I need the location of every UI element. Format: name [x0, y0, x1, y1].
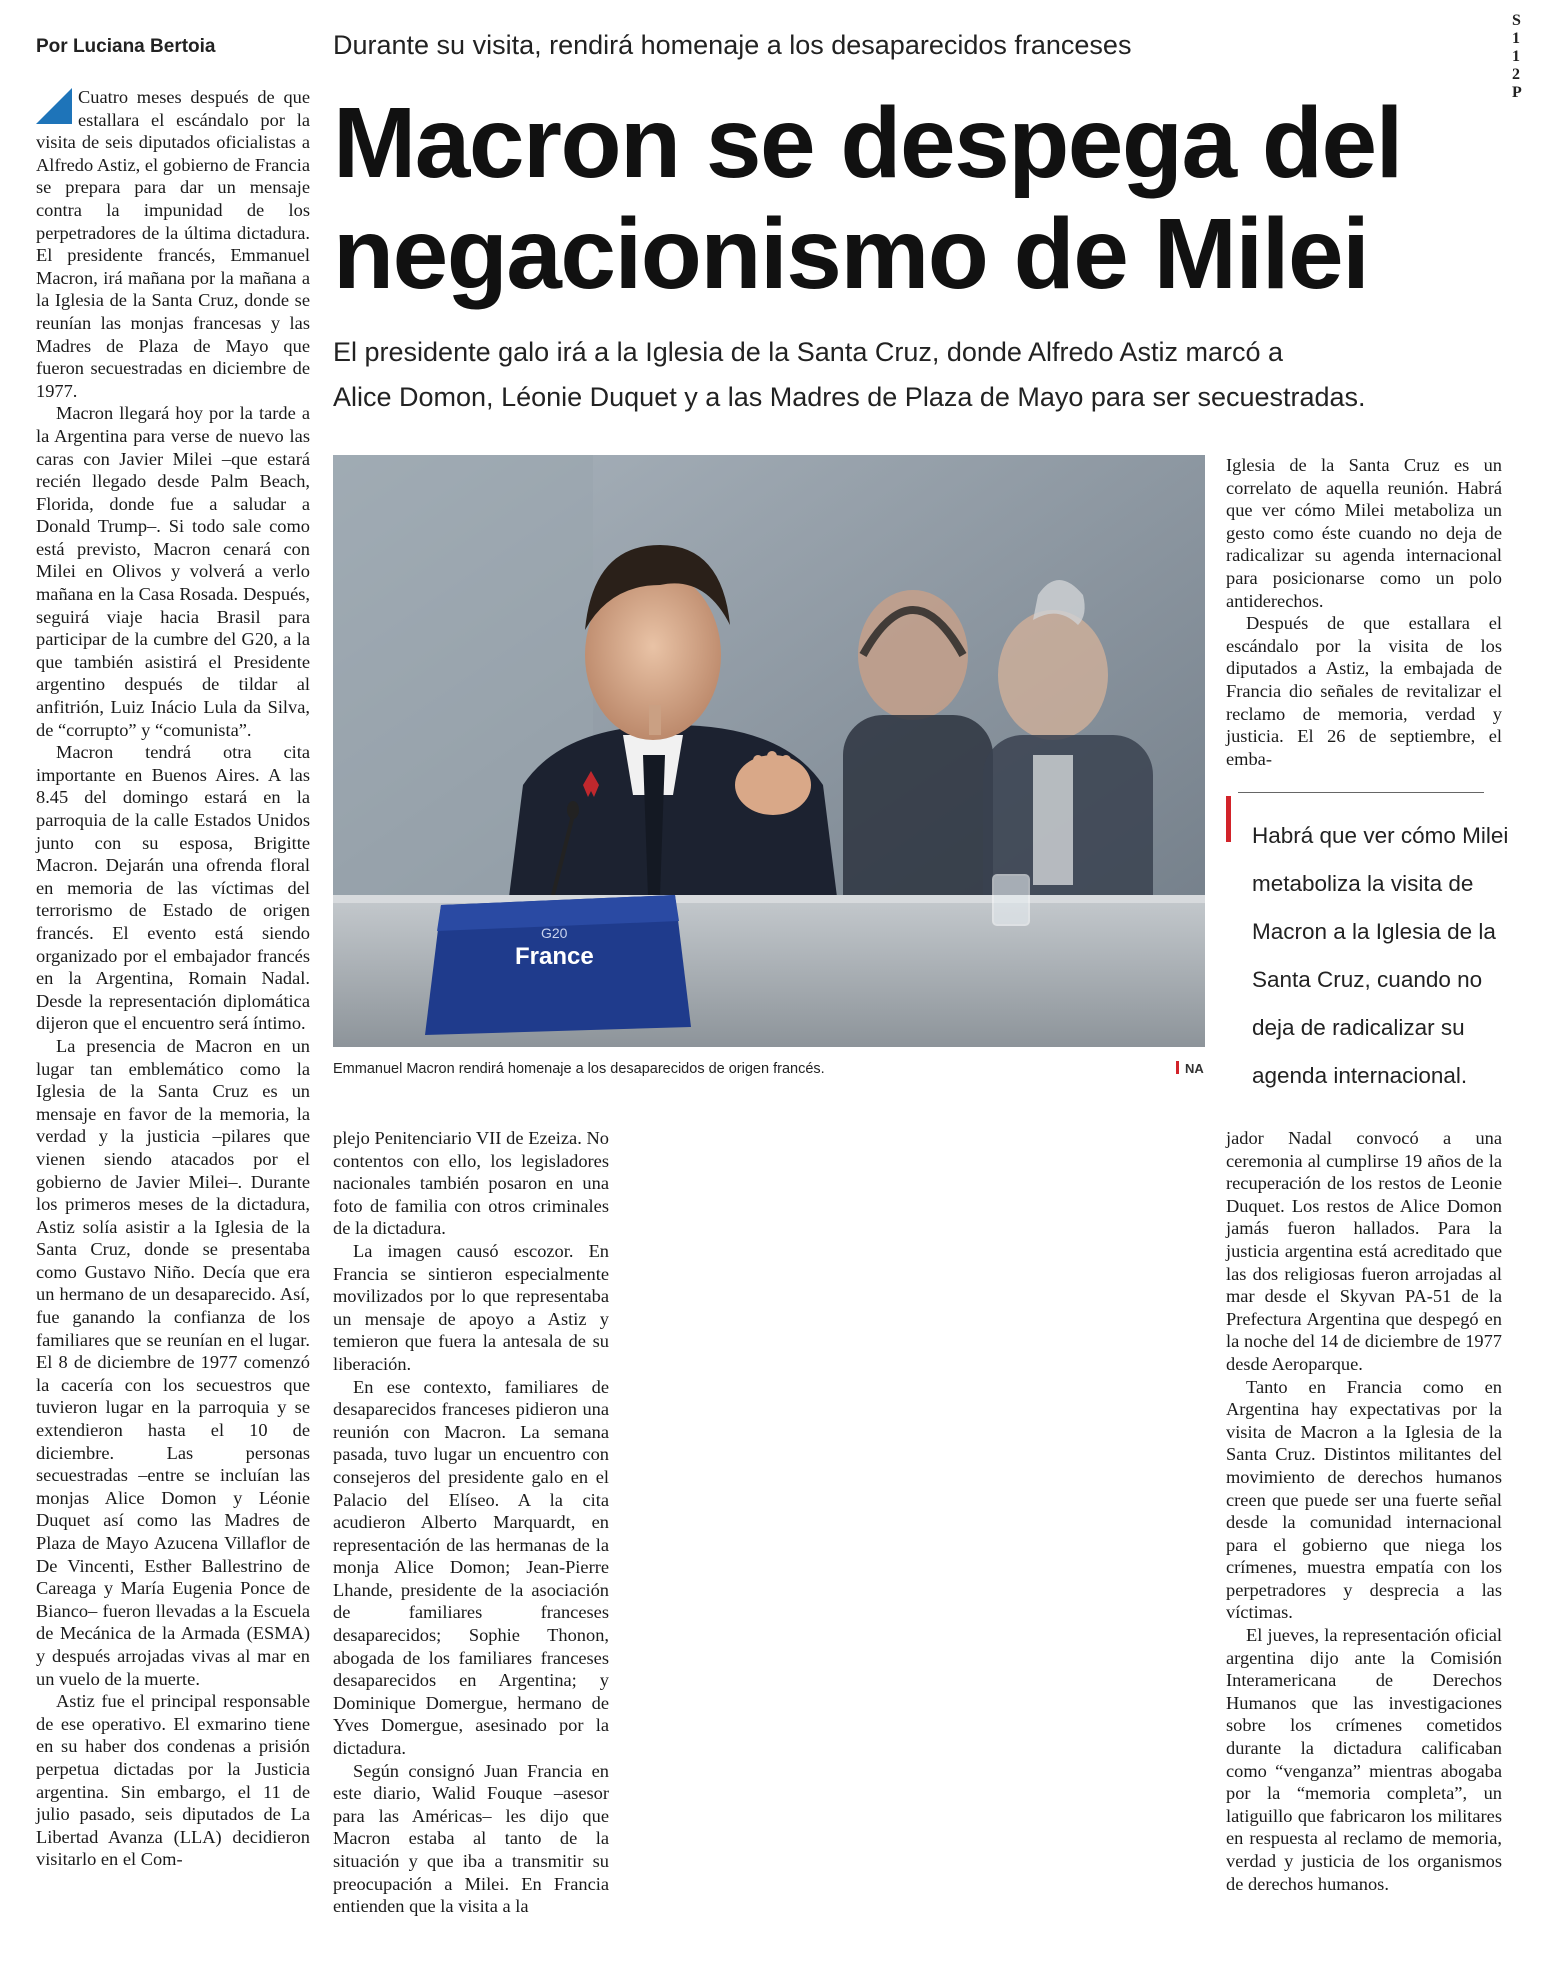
paragraph: La presencia de Macron en un lugar tan emblemático como la Iglesia de la Santa Cruz es un mensaje en favor de la memoria, la verdad y la justicia –pilares que vienen siendo atacados por el gobierno de Javier Milei–. Durante los primeros meses de la dictadura, Astiz solía asistir a la Iglesia de la Santa Cruz, donde se presentaba como Gustavo Niño. Decía que era un hermano de un desaparecido. Así, fue ganando la confianza de los familiares que se reunían en el lugar. El 8 de diciembre de 1977 comenzó la cacería con los secuestros que tuvieron lugar en la parroquia y se extendieron hasta el 10 de diciembre. Las personas secuestradas –entre se incluían las monjas Alice Domon y Léonie Duquet así como las Madres de Plaza de Mayo Azucena Villaflor de De Vincenti, Esther Ballestrino de Careaga y María Eugenia Ponce de Bianco– fueron llevadas a la Escuela de Mecánica de la Armada (ESMA) y después arrojadas vivas al mar en un vuelo de la muerte.: [36, 1035, 310, 1689]
paragraph: Tanto en Francia como en Argentina hay expectativas por la visita de Macron a la Iglesia de la Santa Cruz. Distintos militantes del movimiento de derechos humanos creen que puede ser una fuerte señal desde la comunidad internacional para el gobierno que niega los crímenes, muestra empatía con los perpetradores y desprecia a las víctimas.: [1226, 1376, 1502, 1623]
paragraph: Macron llegará hoy por la tarde a la Argentina para verse de nuevo las caras con Javier Milei –que estará recién llegado desde Palm Beach, Florida, donde fue a saludar a Donald Trump–. Si todo sale como está previsto, Macron cenará con Milei en Olivos y volverá a verlo mañana en la Casa Rosada. Después, seguirá viaje hacia Brasil para participar de la cumbre del G20, a la que también asistirá el Presidente argentino después de tildar al anfitrión, Luiz Inácio Lula da Silva, de “corrupto” y “comunista”.: [36, 403, 310, 740]
deck-line: Alice Domon, Léonie Duquet y a las Madres de Plaza de Mayo para ser secuestradas.: [333, 382, 1366, 412]
pull-quote-accent: [1226, 796, 1231, 842]
paragraph: Según consignó Juan Francia en este diario, Walid Fouque –asesor para las Américas– les dijo que Macron estaba al tanto de la situación y que iba a transmitir su preocupación a Milei. En Francia entienden que la visita a la: [333, 1760, 609, 1917]
paragraph: jador Nadal convocó a una ceremonia al cumplirse 19 años de la recuperación de los restos de Leonie Duquet. Los restos de Alice Domon jamás fueron hallados. Para la justicia argentina está acreditado que las dos religiosas fueron arrojadas al mar desde el Skyvan PA-51 de la Prefectura Argentina que despegó en la noche del 14 de diciembre de 1977 desde Aeroparque.: [1226, 1128, 1502, 1374]
deck: [333, 330, 1473, 420]
article-column-2: [333, 1127, 609, 1918]
paragraph: Después de que estallara el escándalo por la visita de los diputados a Astiz, la embajada de Francia dio señales de revitalizar el reclamo de memoria, verdad y justicia. El 26 de septiembre, el emba-: [1226, 613, 1502, 769]
paragraph: Iglesia de la Santa Cruz es un correlato de aquella reunión. Habrá que ver cómo Milei metaboliza un gesto como éste cuando no deja de radicalizar su agenda internacional para posicionarse como un polo antiderechos.: [1226, 455, 1502, 611]
paragraph: La imagen causó escozor. En Francia se sintieron especialmente movilizados por lo que representaba un mensaje de apoyo a Astiz y temieron que fuera la antesala de su liberación.: [333, 1240, 609, 1374]
pull-quote-line: Santa Cruz, cuando no: [1252, 967, 1483, 992]
lead-photo: [333, 455, 1205, 1047]
photo-credit-text: NA: [1185, 1061, 1204, 1076]
drop-triangle-icon: [36, 88, 72, 124]
adjacent-page-fragment: [1512, 12, 1543, 122]
deck-line: El presidente galo irá a la Iglesia de la Santa Cruz, donde Alfredo Astiz marcó a: [333, 337, 1284, 367]
headline-line: negacionismo de Milei: [333, 198, 1369, 310]
paragraph: [36, 86, 310, 402]
placard-label-small: G20: [541, 925, 568, 941]
paragraph: Macron tendrá otra cita importante en Buenos Aires. A las 8.45 del domingo estará en la parroquia de la calle Estados Unidos junto con su esposa, Brigitte Macron. Dejarán una ofrenda floral en memoria de las víctimas del terrorismo de Estado de origen francés. El evento está siendo organizado por el embajador francés en la Argentina, Romain Nadal. Desde la representación diplomática dijeron que el encuentro será íntimo.: [36, 742, 310, 1034]
pull-quote: [1226, 792, 1509, 1088]
photo-caption: Emmanuel Macron rendirá homenaje a los desaparecidos de origen francés.: [333, 1061, 825, 1077]
fragment-char: 2: [1512, 66, 1520, 83]
fragment-char: 1: [1512, 48, 1520, 65]
fragment-char: 1: [1512, 30, 1520, 47]
fragment-char: S: [1512, 12, 1521, 29]
byline: Por Luciana Bertoia: [36, 36, 216, 57]
headline: [333, 88, 1463, 310]
placard-label-country: France: [515, 943, 594, 970]
paragraph: plejo Penitenciario VII de Ezeiza. No contentos con ello, los legisladores nacionales también posaron en una foto de familia con otros criminales de la dictadura.: [333, 1128, 609, 1239]
fragment-char: P: [1512, 84, 1522, 101]
paragraph: En ese contexto, familiares de desaparecidos franceses pidieron una reunión con Macron. La semana pasada, tuvo lugar un encuentro con consejeros del presidente galo en el Palacio del Elíseo. A la cita acudieron Alberto Marquardt, en representación de las hermanas de la monja Alice Domon; Jean-Pierre Lhande, presidente de la asociación de familiares franceses desaparecidos; Sophie Thonon, abogada de los familiares franceses desaparecidos en Argentina; y Dominique Domergue, hermano de Yves Domergue, asesinado por la dictadura.: [333, 1376, 609, 1759]
article-column-3-bottom: [1226, 1127, 1502, 1895]
pull-quote-line: metaboliza la visita de: [1252, 871, 1474, 896]
photo-credit: [1176, 1061, 1204, 1076]
pull-quote-line: agenda internacional.: [1252, 1063, 1468, 1088]
pull-quote-line: deja de radicalizar su: [1252, 1015, 1465, 1040]
article-column-1: [36, 86, 310, 1871]
pull-quote-line: Macron a la Iglesia de la: [1252, 919, 1496, 944]
paragraph: Astiz fue el principal responsable de ese operativo. El exmarino tiene en su haber dos condenas a prisión perpetua dictadas por la Justicia argentina. Sin embargo, el 11 de julio pasado, seis diputados de La Libertad Avanza (LLA) decidieron visitarlo en el Com-: [36, 1691, 310, 1870]
credit-marker: [1176, 1061, 1179, 1074]
photo-illustration: [333, 455, 1205, 1047]
paragraph: El jueves, la representación oficial argentina dijo ante la Comisión Interamericana de Derechos Humanos que las investigaciones sobre los crímenes cometidos durante la dictadura calificaban como “venganza” mientras abogaba por la “memoria completa”, un latiguillo que fabricaron los militares en respuesta al reclamo de memoria, verdad y justicia de los organismos de derechos humanos.: [1226, 1625, 1502, 1894]
pull-quote-text: [1252, 812, 1509, 1100]
kicker: Durante su visita, rendirá homenaje a los desaparecidos franceses: [333, 30, 1132, 60]
pull-quote-rule: [1238, 792, 1484, 793]
headline-line: Macron se despega del: [333, 87, 1402, 199]
paragraph-text: Cuatro meses después de que estallara el escándalo por la visita de seis diputados oficialistas a Alfredo Astiz, el gobierno de Francia se prepara para dar un mensaje contra la impunidad de los perpetradores de la última dictadura. El presidente francés, Emmanuel Macron, irá mañana por la mañana a la Iglesia de la Santa Cruz, donde se reunían las monjas francesas y las Madres de Plaza de Mayo que fueron secuestradas en diciembre de 1977.: [36, 87, 310, 401]
pull-quote-line: Habrá que ver cómo Milei: [1252, 823, 1509, 848]
article-column-3-top: [1226, 454, 1502, 770]
